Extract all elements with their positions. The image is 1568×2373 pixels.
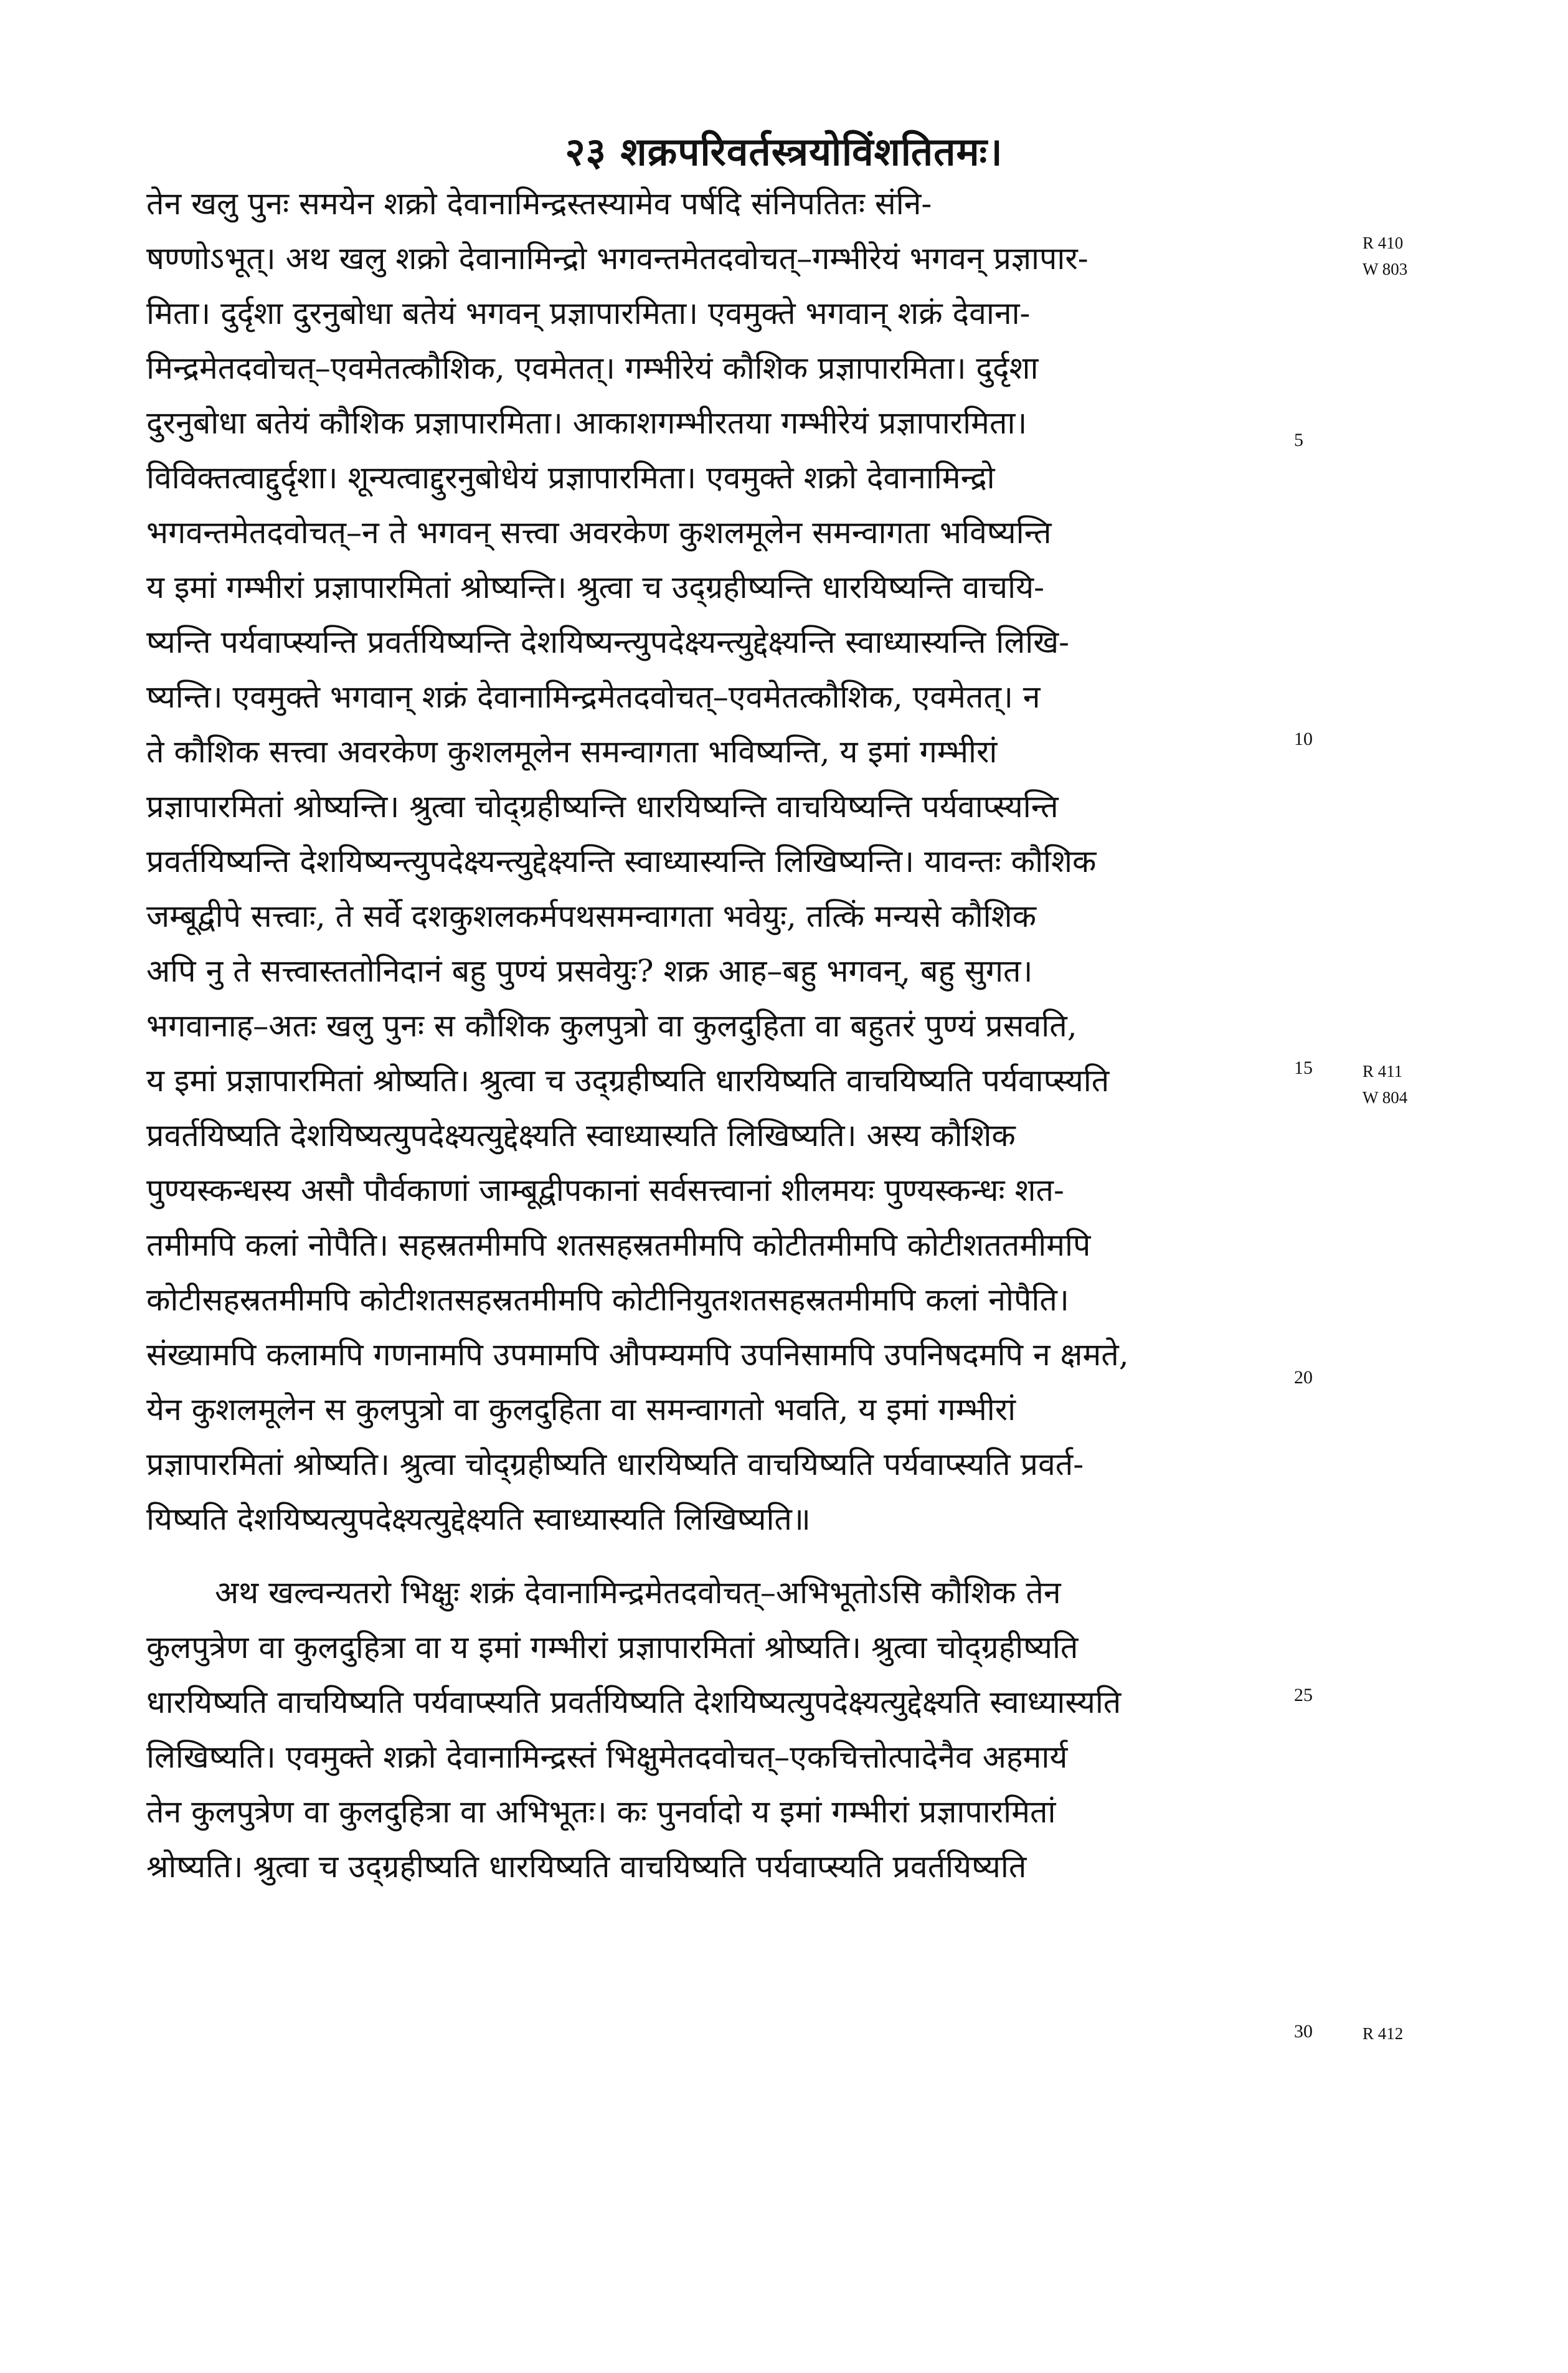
margin-reference: R 410	[1363, 234, 1404, 252]
line-number: 5	[1294, 430, 1303, 450]
text-line: श्रोष्यति। श्रुत्वा च उद्ग्रहीष्यति धारयिष्यति वाचयिष्यति पर्यवाप्स्यति प्रवर्तयिष्यति	[146, 1849, 1027, 1885]
text-line: धारयिष्यति वाचयिष्यति पर्यवाप्स्यति प्रवर्तयिष्यति देशयिष्यत्युपदेक्ष्यत्युद्देक्ष्यति स्वाध्यास्यति	[146, 1684, 1122, 1720]
text-line: जम्बूद्वीपे सत्त्वाः, ते सर्वे दशकुशलकर्मपथसमन्वागता भवेयुः, तत्किं मन्यसे कौशिक	[146, 898, 1037, 934]
text-line: भगवन्तमेतदवोचत्–न ते भगवन् सत्त्वा अवरकेण कुशलमूलेन समन्वागता भविष्यन्ति	[146, 514, 1052, 551]
text-line: भगवानाह–अतः खलु पुनः स कौशिक कुलपुत्रो वा कुलदुहिता वा बहुतरं पुण्यं प्रसवति,	[146, 1008, 1077, 1044]
text-line: दुरनुबोधा बतेयं कौशिक प्रज्ञापारमिता। आकाशगम्भीरतया गम्भीरेयं प्रज्ञापारमिता।	[146, 405, 1027, 441]
text-line: तमीमपि कलां नोपैति। सहस्रतमीमपि शतसहस्रतमीमपि कोटीतमीमपि कोटीशततमीमपि	[146, 1227, 1091, 1263]
line-number: 15	[1294, 1058, 1313, 1078]
text-line: कुलपुत्रेण वा कुलदुहित्रा वा य इमां गम्भीरां प्रज्ञापारमितां श्रोष्यति। श्रुत्वा चोद्ग्रहीष्यति	[146, 1629, 1079, 1665]
text-line: संख्यामपि कलामपि गणनामपि उपमामपि औपम्यमपि उपनिसामपि उपनिषदमपि न क्षमते,	[146, 1337, 1129, 1373]
text-line: मिन्द्रमेतदवोचत्–एवमेतत्कौशिक, एवमेतत्। गम्भीरेयं कौशिक प्रज्ञापारमिता। दुर्दृशा	[146, 350, 1039, 386]
text-line: मिता। दुर्दृशा दुरनुबोधा बतेयं भगवन् प्रज्ञापारमिता। एवमुक्ते भगवान् शक्रं देवाना-	[146, 295, 1031, 331]
text-line: ष्यन्ति। एवमुक्ते भगवान् शक्रं देवानामिन्द्रमेतदवोचत्–एवमेतत्कौशिक, एवमेतत्। न	[146, 679, 1041, 715]
margin-reference: W 804	[1363, 1088, 1408, 1107]
text-line: पुण्यस्कन्धस्य असौ पौर्वकाणां जाम्बूद्वीपकानां सर्वसत्त्वानां शीलमयः पुण्यस्कन्धः शत-	[146, 1172, 1064, 1208]
chapter-heading: २३ शक्रपरिवर्तस्त्रयोविंशतितमः।	[565, 129, 1003, 174]
text-line: अथ खल्वन्यतरो भिक्षुः शक्रं देवानामिन्द्रमेतदवोचत्–अभिभूतोऽसि कौशिक तेन	[215, 1575, 1061, 1611]
text-line: प्रज्ञापारमितां श्रोष्यति। श्रुत्वा चोद्ग्रहीष्यति धारयिष्यति वाचयिष्यति पर्यवाप्स्यति प्रवर्त-	[146, 1446, 1084, 1482]
text-line: य इमां गम्भीरां प्रज्ञापारमितां श्रोष्यन्ति। श्रुत्वा च उद्ग्रहीष्यन्ति धारयिष्यन्ति वाचयि-	[146, 569, 1044, 605]
text-line: येन कुशलमूलेन स कुलपुत्रो वा कुलदुहिता वा समन्वागतो भवति, य इमां गम्भीरां	[146, 1391, 1016, 1428]
text-line: कोटीसहस्रतमीमपि कोटीशतसहस्रतमीमपि कोटीनियुतशतसहस्रतमीमपि कलां नोपैति।	[146, 1282, 1069, 1318]
text-line: ते कौशिक सत्त्वा अवरकेण कुशलमूलेन समन्वागता भविष्यन्ति, य इमां गम्भीरां	[146, 734, 998, 770]
line-number: 25	[1294, 1685, 1313, 1705]
text-line: लिखिष्यति। एवमुक्ते शक्रो देवानामिन्द्रस्तं भिक्षुमेतदवोचत्–एकचित्तोत्पादेनैव अहमार्य	[146, 1739, 1068, 1775]
line-number: 30	[1294, 2021, 1313, 2042]
margin-reference: R 411	[1363, 1062, 1403, 1081]
margin-reference: R 412	[1363, 2024, 1404, 2043]
text-line: य इमां प्रज्ञापारमितां श्रोष्यति। श्रुत्वा च उद्ग्रहीष्यति धारयिष्यति वाचयिष्यति पर्यवाप्स्यति	[146, 1063, 1110, 1099]
text-line: प्रवर्तयिष्यन्ति देशयिष्यन्त्युपदेक्ष्यन्त्युद्देक्ष्यन्ति स्वाध्यास्यन्ति लिखिष्यन्ति। यावन्तः कौशिक	[146, 843, 1097, 879]
text-line: प्रज्ञापारमितां श्रोष्यन्ति। श्रुत्वा चोद्ग्रहीष्यन्ति धारयिष्यन्ति वाचयिष्यन्ति पर्यवाप्स्यन्ति	[146, 789, 1059, 825]
line-number: 10	[1294, 729, 1313, 749]
text-line: प्रवर्तयिष्यति देशयिष्यत्युपदेक्ष्यत्युद्देक्ष्यति स्वाध्यास्यति लिखिष्यति। अस्य कौशिक	[146, 1117, 1016, 1153]
text-line: यिष्यति देशयिष्यत्युपदेक्ष्यत्युद्देक्ष्यति स्वाध्यास्यति लिखिष्यति॥	[146, 1501, 811, 1537]
text-line: षण्णोऽभूत्। अथ खलु शक्रो देवानामिन्द्रो भगवन्तमेतदवोचत्–गम्भीरेयं भगवन् प्रज्ञापार-	[146, 240, 1089, 277]
text-line: विविक्तत्वाद्दुर्दृशा। शून्यत्वाद्दुरनुबोधेयं प्रज्ञापारमिता। एवमुक्ते शक्रो देवानामिन्द्रो	[146, 460, 995, 496]
text-line: तेन खलु पुनः समयेन शक्रो देवानामिन्द्रस्तस्यामेव पर्षदि संनिपतितः संनि-	[146, 186, 932, 222]
text-line: तेन कुलपुत्रेण वा कुलदुहित्रा वा अभिभूतः। कः पुनर्वादो य इमां गम्भीरां प्रज्ञापारमितां	[146, 1794, 1056, 1830]
margin-reference: W 803	[1363, 260, 1408, 278]
text-line: अपि नु ते सत्त्वास्ततोनिदानं बहु पुण्यं प्रसवेयुः? शक्र आह–बहु भगवन्, बहु सुगत।	[146, 953, 1033, 989]
text-line: ष्यन्ति पर्यवाप्स्यन्ति प्रवर्तयिष्यन्ति देशयिष्यन्त्युपदेक्ष्यन्त्युद्देक्ष्यन्ति स्वाध्यास्यन्ति लिखि-	[146, 624, 1070, 660]
line-number: 20	[1294, 1367, 1313, 1388]
